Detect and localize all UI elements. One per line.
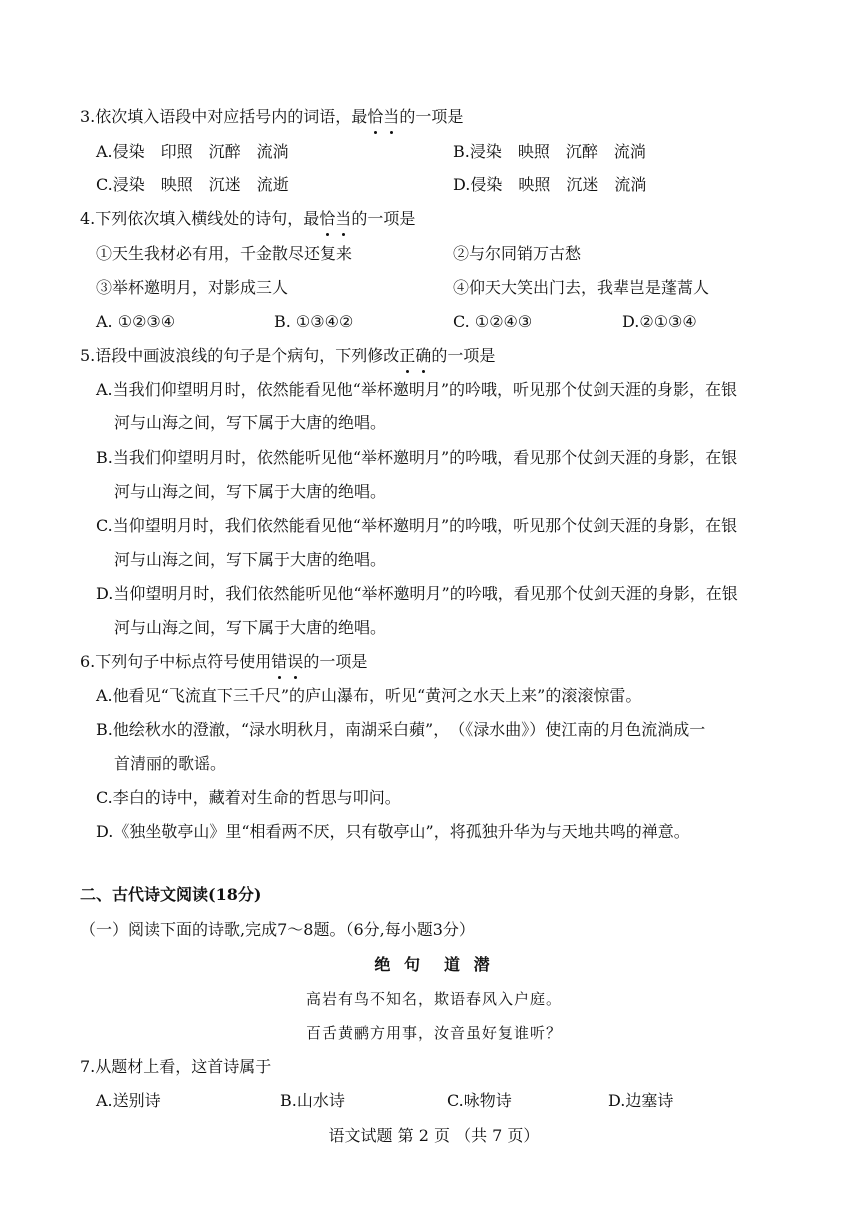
question-6-stem bbox=[80, 652, 367, 672]
emphasis-char: 恰 bbox=[367, 107, 384, 126]
emphasis-char: 确 bbox=[415, 346, 432, 365]
question-7-stem: 7.从题材上看，这首诗属于 bbox=[80, 1057, 272, 1076]
q6-option-d: D.《独坐敬亭山》里“相看两不厌，只有敬亭山”，将孤独升华为与天地共鸣的禅意。 bbox=[96, 822, 690, 841]
q3-option-d: D.侵染 映照 沉迷 流淌 bbox=[453, 175, 647, 194]
q6-option-a: A.他看见“飞流直下三千尺”的庐山瀑布，听见“黄河之水天上来”的滚滚惊雷。 bbox=[96, 686, 642, 705]
poem-line-1: 高岩有鸟不知名，欺语春风入户庭。 bbox=[305, 990, 562, 1008]
q4-option-a: A. ①②③④ bbox=[96, 312, 176, 331]
stem-text: 的一项是 bbox=[431, 346, 496, 365]
emphasis-char: 错 bbox=[271, 652, 288, 671]
q5-option-d-cont: 河与山海之间，写下属于大唐的绝唱。 bbox=[114, 618, 387, 637]
stem-text: 的一项是 bbox=[399, 107, 464, 126]
q4-option-c: C. ①②④③ bbox=[453, 312, 533, 331]
q5-option-a: A.当我们仰望明月时，依然能看见他“举杯邀明月”的吟哦，听见那个仗剑天涯的身影，在银 bbox=[96, 380, 738, 399]
emphasis-char: 正 bbox=[399, 346, 416, 365]
q3-option-b: B.浸染 映照 沉醉 流淌 bbox=[453, 142, 646, 161]
q5-option-b-cont: 河与山海之间，写下属于大唐的绝唱。 bbox=[114, 482, 387, 501]
page-footer: 语文试题 第 2 页 （共 7 页） bbox=[328, 1126, 540, 1145]
q6-option-b: B.他绘秋水的澄澈，“渌水明秋月，南湖采白蘋”， （《渌水曲》）使江南的月色流淌成一 bbox=[96, 720, 706, 739]
q4-option-d: D.②①③④ bbox=[622, 312, 697, 331]
q3-option-c: C.浸染 映照 沉迷 流逝 bbox=[96, 175, 289, 194]
q4-poem-line-1: ①天生我材必有用，千金散尽还复来 bbox=[96, 244, 353, 263]
stem-text: 的一项是 bbox=[351, 209, 416, 228]
q5-option-a-cont: 河与山海之间，写下属于大唐的绝唱。 bbox=[114, 413, 387, 432]
question-4-stem bbox=[80, 209, 415, 229]
stem-text: 4.下列依次填入横线处的诗句，最 bbox=[80, 209, 320, 228]
q6-option-b-cont: 首清丽的歌谣。 bbox=[114, 754, 227, 773]
q3-option-a: A.侵染 印照 沉醉 流淌 bbox=[96, 142, 289, 161]
section-2-heading: 二、古代诗文阅读(18分) bbox=[80, 885, 262, 904]
q7-option-a: A.送别诗 bbox=[96, 1091, 161, 1110]
q5-option-c-cont: 河与山海之间，写下属于大唐的绝唱。 bbox=[114, 550, 387, 569]
section-2-instruction: （一）阅读下面的诗歌,完成7～8题。（6分,每小题3分） bbox=[80, 920, 475, 939]
q6-option-c: C.李白的诗中，藏着对生命的哲思与叩问。 bbox=[96, 788, 401, 807]
question-3-stem bbox=[80, 107, 463, 127]
poem-line-2: 百舌黄鹂方用事，汝音虽好复谁听？ bbox=[305, 1024, 562, 1042]
emphasis-char: 当 bbox=[335, 209, 352, 228]
question-5-stem bbox=[80, 346, 495, 366]
q5-option-b: B.当我们仰望明月时，依然能听见他“举杯邀明月”的吟哦，看见那个仗剑天涯的身影，在银 bbox=[96, 448, 738, 467]
q7-option-d: D.边塞诗 bbox=[608, 1091, 674, 1110]
q5-option-c: C.当仰望明月时，我们依然能看见他“举杯邀明月”的吟哦，听见那个仗剑天涯的身影，在银 bbox=[96, 516, 738, 535]
poem-title: 绝 句 道 潜 bbox=[374, 955, 494, 974]
q7-option-c: C.咏物诗 bbox=[447, 1091, 512, 1110]
q4-poem-line-3: ③举杯邀明月，对影成三人 bbox=[96, 278, 289, 297]
emphasis-char: 当 bbox=[383, 107, 400, 126]
stem-text: 3.依次填入语段中对应括号内的词语，最 bbox=[80, 107, 368, 126]
q7-option-b: B.山水诗 bbox=[280, 1091, 345, 1110]
stem-text: 的一项是 bbox=[303, 652, 368, 671]
emphasis-char: 误 bbox=[287, 652, 304, 671]
q4-poem-line-4: ④仰天大笑出门去，我辈岂是蓬蒿人 bbox=[453, 278, 710, 297]
q4-option-b: B. ①③④② bbox=[274, 312, 354, 331]
q5-option-d: D.当仰望明月时，我们依然能听见他“举杯邀明月”的吟哦，看见那个仗剑天涯的身影，在银 bbox=[96, 584, 738, 603]
stem-text: 6.下列句子中标点符号使用 bbox=[80, 652, 272, 671]
q4-poem-line-2: ②与尔同销万古愁 bbox=[453, 244, 582, 263]
emphasis-char: 恰 bbox=[319, 209, 336, 228]
stem-text: 5.语段中画波浪线的句子是个病句，下列修改 bbox=[80, 346, 400, 365]
